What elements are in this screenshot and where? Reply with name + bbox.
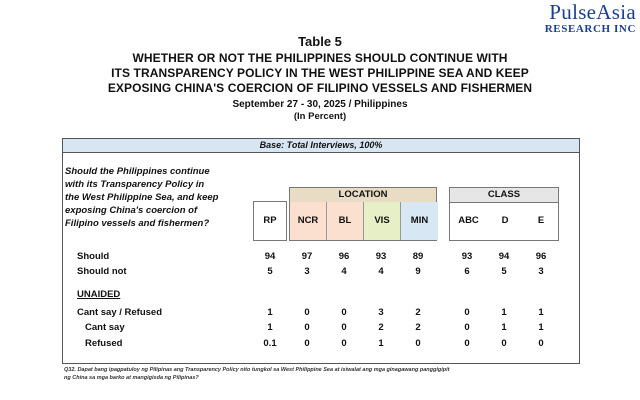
table-cell: 2 bbox=[415, 307, 421, 318]
row-label: Refused bbox=[85, 338, 123, 349]
table-cell: 1 bbox=[501, 307, 507, 318]
logo-sub-text: RESEARCH INC bbox=[544, 23, 636, 35]
table-cell: 5 bbox=[267, 266, 273, 277]
table-cell: 3 bbox=[378, 307, 384, 318]
table-cell: 94 bbox=[264, 251, 276, 262]
table-cell: 0 bbox=[464, 307, 470, 318]
table-cell: 0 bbox=[341, 338, 347, 349]
table-cell: 4 bbox=[341, 266, 347, 277]
table-cell: 0 bbox=[341, 322, 347, 333]
column-header-abc: ABC bbox=[458, 215, 479, 226]
table-cell: 0 bbox=[341, 307, 347, 318]
row-label: Cant say bbox=[85, 322, 125, 333]
question-line-1: Should the Philippines continue bbox=[65, 166, 210, 177]
question-line-3: the West Philippine Sea, and keep bbox=[65, 192, 219, 203]
footnote-line-2: ng China sa mga barko at mangigisda ng Pilipinas? bbox=[64, 375, 199, 381]
table-cell: 0 bbox=[304, 338, 310, 349]
results-table bbox=[62, 138, 580, 364]
row-label: Cant say / Refused bbox=[77, 307, 162, 318]
footnote bbox=[64, 366, 449, 382]
table-cell: 5 bbox=[501, 266, 507, 277]
column-header-bl: BL bbox=[327, 202, 364, 240]
location-header: LOCATION bbox=[290, 188, 436, 203]
row-label: UNAIDED bbox=[77, 289, 121, 300]
survey-date: September 27 - 30, 2025 / Philippines bbox=[232, 99, 408, 110]
footnote-line-1: Q32. Dapat bang ipagpatuloy ng Pilipinas ang Transparency Policy nito tungkol sa West Philippine Sea at isiwalat ang mga ginagawang panggigipit bbox=[64, 367, 450, 373]
table-cell: 0 bbox=[464, 322, 470, 333]
pulse-asia-logo bbox=[545, 2, 636, 35]
column-header-min: MIN bbox=[401, 202, 438, 240]
question-line-2: with its Transparency Policy in bbox=[65, 179, 205, 190]
table-cell: 1 bbox=[267, 307, 273, 318]
table-cell: 3 bbox=[304, 266, 310, 277]
table-cell: 94 bbox=[498, 251, 510, 262]
table-cell: 1 bbox=[538, 322, 544, 333]
table-cell: 1 bbox=[501, 322, 507, 333]
table-cell: 6 bbox=[464, 266, 470, 277]
location-header-group bbox=[289, 187, 437, 241]
column-header-rp: RP bbox=[253, 201, 287, 241]
table-cell: 89 bbox=[412, 251, 424, 262]
table-cell: 0.1 bbox=[263, 338, 277, 349]
table-cell: 9 bbox=[415, 266, 421, 277]
class-header: CLASS bbox=[450, 188, 558, 203]
table-cell: 0 bbox=[464, 338, 470, 349]
row-label: Should not bbox=[77, 266, 127, 277]
base-row: Base: Total Interviews, 100% bbox=[63, 139, 579, 153]
column-header-vis: VIS bbox=[364, 202, 401, 240]
unit-note: (In Percent) bbox=[293, 111, 347, 122]
class-header-group bbox=[449, 187, 559, 241]
table-cell: 96 bbox=[535, 251, 547, 262]
survey-question bbox=[63, 165, 249, 230]
table-cell: 4 bbox=[378, 266, 384, 277]
column-header-ncr: NCR bbox=[290, 202, 327, 240]
table-cell: 0 bbox=[304, 322, 310, 333]
table-cell: 0 bbox=[304, 307, 310, 318]
table-cell: 96 bbox=[338, 251, 350, 262]
table-cell: 97 bbox=[301, 251, 313, 262]
table-cell: 93 bbox=[375, 251, 387, 262]
column-header-e: E bbox=[537, 215, 545, 226]
question-line-4: exposing China's coercion of bbox=[65, 205, 198, 216]
table-cell: 93 bbox=[461, 251, 473, 262]
table-cell: 0 bbox=[501, 338, 507, 349]
logo-main-text: PulseAsia bbox=[549, 0, 636, 24]
table-cell: 1 bbox=[538, 307, 544, 318]
table-cell: 1 bbox=[378, 338, 384, 349]
table-header bbox=[0, 34, 640, 122]
column-header-d: D bbox=[501, 215, 509, 226]
row-label: Should bbox=[77, 251, 110, 262]
table-cell: 0 bbox=[538, 338, 544, 349]
table-cell: 0 bbox=[415, 338, 421, 349]
table-number: Table 5 bbox=[298, 34, 342, 49]
table-cell: 2 bbox=[415, 322, 421, 333]
table-cell: 1 bbox=[267, 322, 273, 333]
table-cell: 3 bbox=[538, 266, 544, 277]
table-cell: 2 bbox=[378, 322, 384, 333]
title-line-2: ITS TRANSPARENCY POLICY IN THE WEST PHILIPPINE SEA AND KEEP bbox=[111, 66, 529, 80]
title-line-1: WHETHER OR NOT THE PHILIPPINES SHOULD CONTINUE WITH bbox=[132, 51, 508, 65]
question-line-5: Filipino vessels and fishermen? bbox=[65, 218, 210, 229]
title-line-3: EXPOSING CHINA'S COERCION OF FILIPINO VESSELS AND FISHERMEN bbox=[107, 81, 533, 95]
